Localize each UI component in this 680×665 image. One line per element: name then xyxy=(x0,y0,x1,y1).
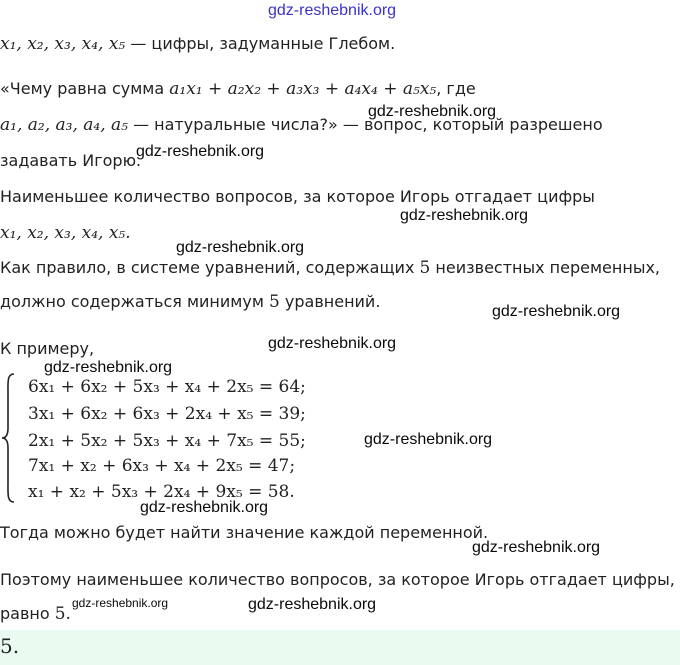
math-vars-line: x₁, x₂, x₃, x₄, x₅. xyxy=(0,223,131,243)
math-num: 5. xyxy=(54,604,71,624)
watermark: gdz-reshebnik.org xyxy=(472,539,601,556)
text: «Чему равна сумма xyxy=(0,79,170,98)
left-brace xyxy=(0,372,16,504)
text-line-result xyxy=(0,604,71,624)
text: неизвестных переменных, xyxy=(430,258,661,277)
watermark: gdz-reshebnik.org xyxy=(268,335,397,352)
text: уравнений. xyxy=(279,292,381,311)
text: Как правило, в системе уравнений, содержащих xyxy=(0,258,420,277)
answer-value: 5. xyxy=(0,634,20,658)
text-line-question xyxy=(0,79,476,99)
equation: 2x₁ + 5x₂ + 5x₃ + x₄ + 7x₅ = 55; xyxy=(28,431,306,451)
math-sum: a₁x₁ + a₂x₂ + a₃x₃ + a₄x₄ + a₅x₅ xyxy=(169,79,437,99)
watermark: gdz-reshebnik.org xyxy=(492,303,621,320)
math-vars: x₁, x₂, x₃, x₄, x₅ xyxy=(0,34,126,54)
answer-box xyxy=(0,630,680,665)
text-line-coefficients xyxy=(0,115,603,135)
watermark: gdz-reshebnik.org xyxy=(400,207,529,224)
equation: 3x₁ + 6x₂ + 6x₃ + 2x₄ + x₅ = 39; xyxy=(28,404,306,424)
watermark: gdz-reshebnik.org xyxy=(140,499,269,516)
text: должно содержаться минимум xyxy=(0,292,269,311)
text-line-rule xyxy=(0,292,380,312)
text: — цифры, задуманные Глебом. xyxy=(125,34,396,53)
watermark: gdz-reshebnik.org xyxy=(248,596,377,613)
math-vars: a₁, a₂, a₃, a₄, a₅ xyxy=(0,115,128,135)
text-line: Наименьшее количество вопросов, за которое Игорь отгадает цифры xyxy=(0,187,595,206)
text-line: К примеру, xyxy=(0,339,95,358)
text-line: Тогда можно будет найти значение каждой переменной. xyxy=(0,523,489,542)
watermark: gdz-reshebnik.org xyxy=(136,143,265,160)
watermark: gdz-reshebnik.org xyxy=(364,431,493,448)
text-line-rule xyxy=(0,258,660,278)
equation: 6x₁ + 6x₂ + 5x₃ + x₄ + 2x₅ = 64; xyxy=(28,377,306,397)
text: , где xyxy=(436,79,476,98)
watermark-small: gdz-reshebnik.org xyxy=(72,596,169,610)
watermark-top: gdz-reshebnik.org xyxy=(268,2,397,19)
equation: 7x₁ + x₂ + 6x₃ + x₄ + 2x₅ = 47; xyxy=(28,456,296,476)
equation: x₁ + x₂ + 5x₃ + 2x₄ + 9x₅ = 58. xyxy=(28,482,295,502)
watermark: gdz-reshebnik.org xyxy=(368,103,497,120)
text: — натуральные числа?» — вопрос, который разрешено xyxy=(127,115,603,134)
watermark: gdz-reshebnik.org xyxy=(44,359,173,376)
text: равно xyxy=(0,604,55,623)
text-line: Поэтому наименьшее количество вопросов, за которое Игорь отгадает цифры, xyxy=(0,570,675,589)
math-num: 5 xyxy=(419,258,431,278)
watermark: gdz-reshebnik.org xyxy=(176,239,305,256)
math-num: 5 xyxy=(268,292,280,312)
text-line: задавать Игорю. xyxy=(0,151,142,170)
text-line-digits xyxy=(0,34,395,54)
